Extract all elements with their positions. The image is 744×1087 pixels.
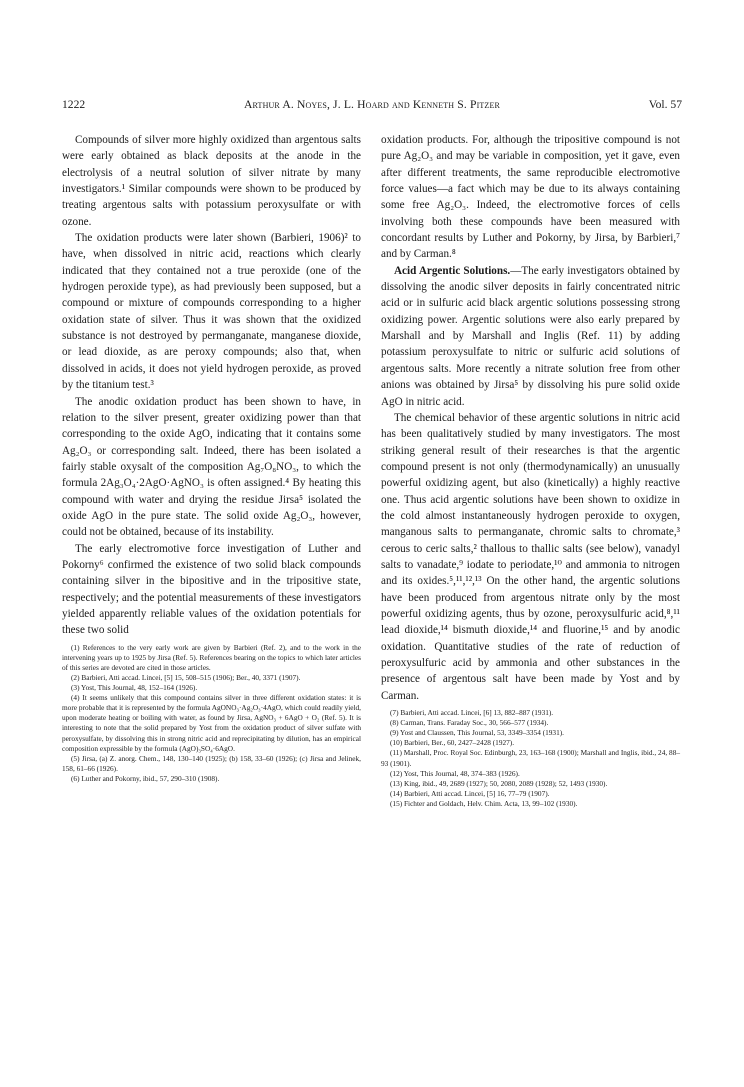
footnote-7: (7) Barbieri, Atti accad. Lincei, [6] 13, 882–887 (1931). bbox=[390, 708, 554, 718]
right-footnotes bbox=[381, 708, 680, 809]
footnote-11: (11) Marshall, Proc. Royal Soc. Edinburgh, 23, 163–168 (1900); Marshall and Inglis, ibid., 24, 88–93 (1901). bbox=[381, 748, 680, 768]
footnote-14: (14) Barbieri, Atti accad. Lincei, [5] 16, 77–79 (1907). bbox=[390, 788, 550, 798]
running-header bbox=[62, 98, 682, 114]
footnote-13: (13) King, ibid., 49, 2689 (1927); 50, 2080, 2089 (1928); 52, 1493 (1930). bbox=[390, 778, 608, 788]
footnote-8: (8) Carman, Trans. Faraday Soc., 30, 566–577 (1934). bbox=[390, 718, 549, 728]
section-heading: Acid Argentic Solutions. bbox=[394, 264, 511, 277]
left-paragraph-1: Compounds of silver more highly oxidized than argentous salts were early obtained as black deposits at the anode in the electrolysis of a neutral solution of silver nitrate by many investigators.¹ Similar compounds were shown to be produced by treating argentous salts with potassium peroxysulfate or with ozone. bbox=[62, 134, 361, 228]
footnote-1: (1) References to the very early work are given by Barbieri (Ref. 2), and to the work in the intervening years up to 1925 by Jirsa (Ref. 5). References bearing on the topics to which later articles of this series are devoted are cited in those articles. bbox=[62, 642, 361, 672]
footnote-5: (5) Jirsa, (a) Z. anorg. Chem., 148, 130–140 (1925); (b) 158, 33–60 (1926); (c) Jirsa and Jelinek, 158, 61–66 (1926). bbox=[62, 753, 361, 773]
left-paragraph-4: The early electromotive force investigation of Luther and Pokorny⁶ confirmed the existence of two solid black compounds containing silver in the bipositive and in the tripositive state, respectively; and the potential measurements of these investigators yielded apparently reliable values of the oxidation potentials for these two solid bbox=[62, 542, 361, 637]
left-column bbox=[62, 132, 361, 784]
footnote-6: (6) Luther and Pokorny, ibid., 57, 290–310 (1908). bbox=[71, 773, 220, 783]
left-footnotes bbox=[62, 643, 361, 784]
footnote-9: (9) Yost and Claussen, This Journal, 53, 3349–3354 (1931). bbox=[390, 728, 564, 738]
left-paragraph-2: The oxidation products were later shown (Barbieri, 1906)² to have, when dissolved in nitric acid, reactions which clearly indicated that they contained not a true peroxide (one of the hydrogen peroxide type), as had previously been supposed, but a compound or mixture of compounds corresponding to a higher oxidation state of silver. Thus it was shown that the oxidized substance is not destroyed by permanganate, manganese dioxide, or lead dioxide, as are peroxy compounds; also that, when dissolved in acids, it does not yield hydrogen peroxide, as proved by the titanium test.³ bbox=[62, 232, 361, 392]
footnote-3: (3) Yost, This Journal, 48, 152–164 (1926). bbox=[71, 683, 198, 693]
right-column bbox=[381, 132, 680, 809]
footnote-12: (12) Yost, This Journal, 48, 374–383 (1926). bbox=[390, 768, 520, 778]
right-paragraph-1: oxidation products. For, although the tripositive compound is not pure Ag₂O₃ and may be variable in composition, yet it gave, even after different treatments, the same reproducible electromotive force values—a fact which may be due to its always containing some free Ag₂O₃. Indeed, the electromotive forces of cells involving both these compounds have been measured with concordant results by Luther and Pokorny, by Jirsa, by Barbieri,⁷ and by Carman.⁸ bbox=[381, 134, 680, 261]
left-paragraph-3: The anodic oxidation product has been shown to have, in relation to the silver present, greater oxidizing power than that corresponding to the oxide AgO, indicating that it contains some Ag₂O₃ or corresponding salt. Indeed, there has been isolated a fairly stable oxysalt of the composition Ag₇O₈NO₃, to which the formula 2Ag₃O₄·2AgO·AgNO₃ is often assigned.⁴ By heating this compound with water and drying the residue Jirsa⁵ isolated the oxide AgO in the pure state. The solid oxide Ag₂O₃, however, could not be obtained, because of its instability. bbox=[62, 395, 361, 539]
footnote-2: (2) Barbieri, Atti accad. Lincei, [5] 15, 508–515 (1906); Ber., 40, 3371 (1907). bbox=[71, 672, 301, 682]
right-paragraph-2 bbox=[381, 263, 680, 410]
volume-number: Vol. 57 bbox=[648, 98, 682, 111]
page-number: 1222 bbox=[62, 98, 86, 111]
footnote-15: (15) Fichter and Goldach, Helv. Chim. Acta, 13, 99–102 (1930). bbox=[390, 798, 578, 808]
right-paragraph-2-text: —The early investigators obtained by dissolving the anodic silver deposits in fairly concentrated nitric acid or in sulfuric acid black argentic solutions possessing strong oxidizing power. Argentic solutions were also early prepared by Marshall and by Marshall and Inglis (Ref. 11) by adding potassium peroxysulfate to nitric or sulfuric acid solutions of argentous salts. More recently a nitrate solution free from other anions was obtained by Jirsa⁵ by dissolving his pure solid oxide AgO in nitric acid. bbox=[381, 264, 680, 408]
running-header-authors: Arthur A. Noyes, J. L. Hoard and Kenneth S. Pitzer bbox=[244, 98, 500, 111]
footnote-10: (10) Barbieri, Ber., 60, 2427–2428 (1927). bbox=[390, 738, 515, 748]
footnote-4: (4) It seems unlikely that this compound contains silver in three different oxidation states: it is more probable that it is represented by the formula AgONO₃·Ag₂O₃·4AgO, which could readily yield, upon moderate heating or boiling with water, as found by Jirsa, AgNO₃ + 6AgO + O₂ (Ref. 5). It is interesting to note that the solid prepared by Yost from the oxidation product of silver sulfate with peroxysulfate, by dissolving this in strong nitric acid and reprecipitating by dilution, has an empirical composition expressible by the formula (AgO)₃SO₄·6AgO. bbox=[62, 693, 361, 753]
right-paragraph-3: The chemical behavior of these argentic solutions in nitric acid has been qualitatively studied by many investigators. The most striking general result of their researches is that the argentic compound present is not only (thermodynamically) an unusually powerful oxidizing agent, but also (kinetically) a highly reactive one. Thus acid argentic solutions have been shown to oxidize in the cold almost instantaneously hydrogen peroxide to oxygen, manganous salts to permanganate, chromic salts to chromate,³ cerous to ceric salts,² thallous to thallic salts (see below), vanadyl salts to vanadate,⁹ iodate to periodate,¹⁰ and ammonia to nitrogen and its oxides.⁵,¹¹,¹²,¹³ On the other hand, the argentic solutions have been produced from argentous nitrate only by the most powerful oxidizing agents, thus by ozone, peroxysulfuric acid,⁸,¹¹ lead dioxide,¹⁴ bismuth dioxide,¹⁴ and fluorine,¹⁵ and by anodic oxidation. Quantitative studies of the rate of reduction of peroxysulfuric acid by ammonia and other substances in the presence of argentous salt have been made by Yost and by Carman. bbox=[381, 411, 680, 702]
